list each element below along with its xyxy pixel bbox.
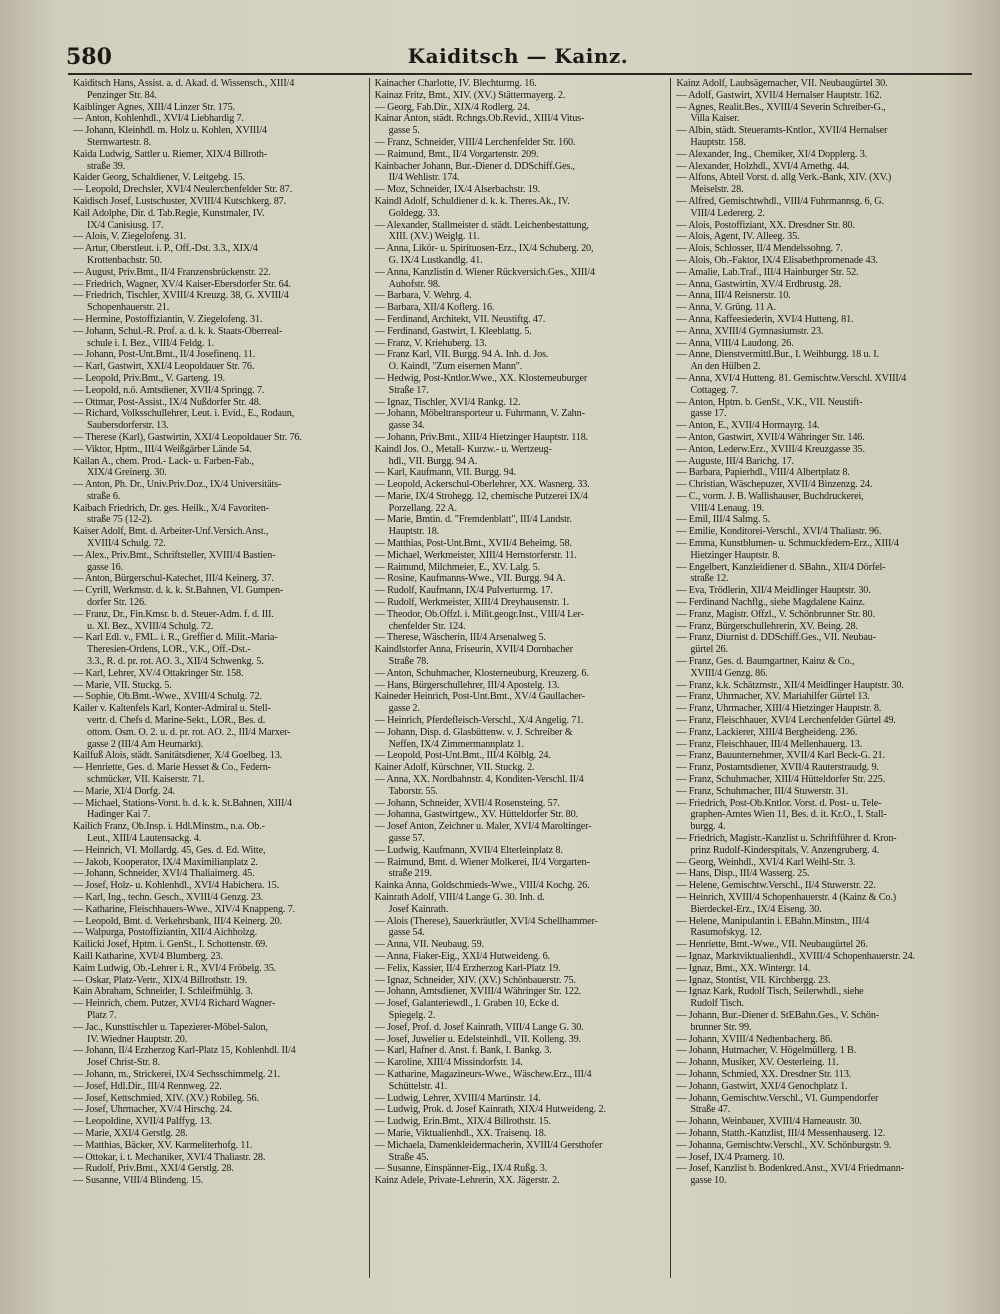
directory-entry-line: — Anton, Gastwirt, XVII/4 Währinger Str. 146.	[676, 431, 865, 443]
column-3	[671, 78, 972, 1278]
directory-entry-line: — Susanne, Einspänner-Eig., IX/4 Rußg. 3.	[374, 1163, 548, 1175]
directory-entry-line: — Karl, Hafner d. Anst. f. Bank, I. Bankg. 3.	[374, 1045, 552, 1057]
directory-entry-line: Kaineder Heinrich, Post-Unt.Bmt., XV/4 Gaullacher-	[374, 691, 585, 703]
directory-entry-line: Kaindl Adolf, Schuldiener d. k. k. Theres.Ak., IV.	[374, 195, 570, 207]
directory-entry-line: — Franz, Ges. d. Baumgartner, Kainz & Co.,	[676, 656, 855, 668]
directory-entry-line: II/4 Wehlistr. 174.	[388, 172, 460, 184]
directory-entry-line: — Anna, V. Grüng. 11 A.	[676, 302, 776, 314]
directory-entry-line: XIX/4 Greinerg. 30.	[87, 467, 167, 479]
directory-entry-line: — Leopold, Bmt. d. Verkehrsbank, III/4 Keinerg. 20.	[73, 915, 282, 927]
directory-entry-line: — Josef, IX/4 Pramerg. 10.	[676, 1151, 785, 1163]
directory-entry-line: Kaibach Friedrich, Dr. ges. Heilk., X/4 Favoriten-	[73, 502, 269, 514]
directory-entry-line: — Johann, Musiker, XV. Oesterleing. 11.	[676, 1057, 839, 1069]
directory-entry-line: — Katharine, Fleischhauers-Wwe., XIV/4 Knappeng. 7.	[73, 903, 296, 915]
directory-entry-line: — Johann, Schmied, XX. Dresdner Str. 113.	[676, 1068, 852, 1080]
directory-entry-line: — Leopold, Drechsler, XVI/4 Neulerchenfelder Str. 87.	[73, 184, 293, 196]
directory-entry-line: — Franz, Bürgerschullehrerin, XV. Being. 28.	[676, 620, 858, 632]
directory-entry-line: — Alexander, Holzhdl., XVI/4 Arnethg. 44.	[676, 160, 850, 172]
directory-entry-line: — Helene, Gemischtw.Verschl., II/4 Stuwerstr. 22.	[676, 880, 876, 892]
directory-entry-line: — Franz, Fleischhauer, XVI/4 Lerchenfelder Gürtel 49.	[676, 715, 896, 727]
directory-entry-line: — Ignaz, Marktviktualienhdl., XVIII/4 Schopenhauerstr. 24.	[676, 950, 915, 962]
directory-entry-line: — Moz, Schneider, IX/4 Alserbachstr. 19.	[374, 184, 541, 196]
directory-entry-line: — Marie, Viktualienhdl., XX. Traisenq. 18.	[374, 1127, 547, 1139]
directory-entry-line: — Georg, Weinhdl., XVI/4 Karl Weihl-Str. 3.	[676, 856, 856, 868]
directory-entry-line: 3.3., R. d. pr. rot. AO. 3., XII/4 Schwenkg. 5.	[87, 656, 264, 668]
directory-entry-line: — Henriette, Bmt.-Wwe., VII. Neubaugürtel 26.	[676, 939, 868, 951]
directory-entry-line: Theresien-Ordens, LOR., V.K., Off.-Dst.-	[87, 644, 251, 656]
directory-entry-line: gürtel 26.	[690, 644, 728, 656]
directory-entry-line: straße 39.	[87, 160, 126, 172]
directory-entry-line: Kaidisch Josef, Lustschuster, XVIII/4 Kutschkerg. 87.	[73, 195, 286, 207]
directory-entry-line: — Eva, Trödlerin, XII/4 Meidlinger Hauptstr. 30.	[676, 585, 871, 597]
directory-entry-line: Kaill Katharine, XVI/4 Blumberg. 23.	[73, 950, 223, 962]
directory-entry-line: — Anton, Lederw.Erz., XVIII/4 Kreuzgasse 35.	[676, 443, 865, 455]
directory-entry-line: — Anna, Likör- u. Spirituosen-Erz., IX/4 Schuberg. 20,	[374, 243, 594, 255]
directory-entry-line: — Johann, II/4 Erzherzog Karl-Platz 15, Kohlenhdl. II/4	[73, 1045, 296, 1057]
directory-entry-line: — Franz, Lackierer, XIII/4 Bergheideng. 236.	[676, 726, 858, 738]
directory-entry-line: — Anna, Gastwirtin, XV/4 Erdbrustg. 28.	[676, 278, 842, 290]
directory-entry-line: — Ferdinand Nachflg., siehe Magdalene Kainz.	[676, 597, 865, 609]
directory-entry-line: — Franz, Schuhmacher, III/4 Stuwerstr. 31.	[676, 785, 849, 797]
directory-entry-line: gasse 2.	[388, 703, 420, 715]
directory-entry-line: VIII/4 Lenaug. 19.	[690, 502, 765, 514]
directory-entry-line: Porzellang. 22 A.	[388, 502, 457, 514]
directory-entry-line: — Raimund, Bmt. d. Wiener Molkerei, II/4 Vorgarten-	[374, 856, 590, 868]
directory-entry-line: Sternwartestr. 8.	[87, 136, 151, 148]
directory-entry-line: — Alexander, Ing., Chemiker, XI/4 Dopplerg. 3.	[676, 148, 868, 160]
directory-entry-line: — Amalie, Lab.Traf., III/4 Hainburger Str. 52.	[676, 266, 859, 278]
header-rule	[68, 73, 972, 75]
page-header	[66, 44, 970, 74]
directory-entry-line: — Johann, XVIII/4 Nedtenbacherg. 86.	[676, 1033, 833, 1045]
directory-entry-line: — Johann, Gastwirt, XXI/4 Genochplatz 1.	[676, 1080, 848, 1092]
directory-entry-line: — Anna, III/4 Reisnerstr. 10.	[676, 290, 791, 302]
directory-entry-line: — Johann, Post-Unt.Bmt., II/4 Josefinenq. 11.	[73, 349, 256, 361]
directory-entry-line: — Ignaz, Schneider, XIV. (XV.) Schönbauerstr. 75.	[374, 974, 576, 986]
directory-entry-line: — Alex., Priv.Bmt., Schriftsteller, XVIII/4 Bastien-	[73, 549, 276, 561]
directory-entry-line: gasse 54.	[388, 927, 425, 939]
directory-entry-line: Kainz Adele, Private-Lehrerin, XX. Jägerstr. 2.	[374, 1175, 560, 1187]
directory-entry-line: Josef Kainrath.	[388, 903, 449, 915]
columns	[68, 78, 972, 1278]
directory-entry-line: — Adolf, Gastwirt, XVII/4 Hernalser Hauptstr. 162.	[676, 89, 882, 101]
directory-entry-line: — Artur, Oberstleut. i. P., Off.-Dst. 3.3., XIX/4	[73, 243, 258, 255]
directory-entry-line: graphen-Amtes Wien 11, Bes. d. it. Kr.O., I. Stall-	[690, 809, 887, 821]
directory-entry-line: — Karl, Ing., techn. Gesch., XVIII/4 Genzg. 23.	[73, 891, 264, 903]
directory-entry-line: Straße 47.	[690, 1104, 731, 1116]
directory-entry-line: — Heinrich, VI. Mollardg. 45, Ges. d. Ed. Witte,	[73, 844, 266, 856]
directory-entry-line: — Albin, städt. Steueramts-Kntlor., XVII/4 Hernalser	[676, 125, 888, 137]
directory-entry-line: — Johann, Priv.Bmt., XIII/4 Hietzinger Hauptstr. 118.	[374, 431, 589, 443]
directory-entry-line: — Josef Anton, Zeichner u. Maler, XVI/4 Maroltinger-	[374, 821, 592, 833]
column-2	[370, 78, 672, 1278]
directory-entry-line: chenfelder Str. 124.	[388, 620, 466, 632]
directory-entry-line: — Josef, Hdl.Dir., III/4 Rennweg. 22.	[73, 1080, 222, 1092]
directory-entry-line: straße 12.	[690, 573, 729, 585]
directory-entry-line: — Friedrich, Post-Ob.Kntlor. Vorst. d. Post- u. Tele-	[676, 797, 882, 809]
directory-entry-line: Kaim Ludwig, Ob.-Lehrer i. R., XVI/4 Fröbelg. 35.	[73, 962, 277, 974]
directory-entry-line: — Jac., Kunsttischler u. Tapezierer-Möbel-Salon,	[73, 1021, 268, 1033]
directory-entry-line: — Anton, E., XVII/4 Hormayrg. 14.	[676, 420, 820, 432]
directory-entry-line: — Therese (Karl), Gastwirtin, XXI/4 Leopoldauer Str. 76.	[73, 431, 302, 443]
directory-entry-line: — Viktor, Hptm., III/4 Weißgärber Lände 54.	[73, 443, 252, 455]
directory-entry-line: — Emma, Kunstblumen- u. Schmuckfedern-Erz., XIII/4	[676, 538, 899, 550]
directory-entry-line: — Barbara, V. Wehrg. 4.	[374, 290, 472, 302]
directory-entry-line: — Johanna, Gemischtw.Verschl., XV. Schönburgstr. 9.	[676, 1139, 892, 1151]
directory-entry-line: — Ludwig, Erin.Bmt., XIX/4 Billrothstr. 15.	[374, 1116, 551, 1128]
directory-entry-line: — Karl, Gastwirt, XXI/4 Leopoldauer Str. 76.	[73, 361, 255, 373]
directory-entry-line: schmücker, VII. Kaiserstr. 71.	[87, 774, 205, 786]
directory-entry-line: — Hedwig, Post-Kntlor.Wwe., XX. Klosterneuburger	[374, 372, 588, 384]
directory-entry-line: Hauptstr. 158.	[690, 136, 746, 148]
directory-entry-line: — Heinrich, Pferdefleisch-Verschl., X/4 Angelig. 71.	[374, 715, 584, 727]
directory-entry-line: gasse 5.	[388, 125, 420, 137]
directory-entry-line: — Michael, Stations-Vorst. b. d. k. k. St.Bahnen, XIII/4	[73, 797, 292, 809]
directory-entry-line: — Rudolf, Priv.Bmt., XXI/4 Gerstlg. 28.	[73, 1163, 234, 1175]
directory-entry-line: Straße 45.	[388, 1151, 429, 1163]
directory-entry-line: — Henriette, Ges. d. Marie Hesset & Co., Federn-	[73, 762, 271, 774]
directory-entry-line: — Marie, XI/4 Dorfg. 24.	[73, 785, 175, 797]
directory-entry-line: — Oskar, Platz-Vertr., XIX/4 Billrothstr. 19.	[73, 974, 247, 986]
directory-entry-line: Neffen, IX/4 Zimmermannplatz 1.	[388, 738, 524, 750]
directory-entry-line: — Ottokar, i. t. Mechaniker, XVI/4 Thaliastr. 28.	[73, 1151, 266, 1163]
directory-entry-line: — August, Priv.Bmt., II/4 Franzensbrückenstr. 22.	[73, 266, 271, 278]
directory-entry-line: G. IX/4 Lustkandlg. 41.	[388, 254, 483, 266]
directory-entry-line: — Johann, Disp. d. Glasbüttenw. v. J. Schreiber &	[374, 726, 573, 738]
directory-entry-line: — Leopold, Ackerschul-Oberlehrer, XX. Wasnerg. 33.	[374, 479, 590, 491]
directory-entry-line: — Franz, Fleischhauer, III/4 Mellenhauerg. 13.	[676, 738, 863, 750]
directory-entry-line: prinz Rudolf-Kinderspitals, V. Anzengruberg. 4.	[690, 844, 880, 856]
directory-entry-line: — Ignaz, Bmt., XX. Wintergr. 14.	[676, 962, 811, 974]
directory-entry-line: — Franz, k.k. Schätzmstr., XII/4 Meidlinger Hauptstr. 30.	[676, 679, 904, 691]
directory-entry-line: Kaiditsch Hans, Assist. a. d. Akad. d. Wissensch., XIII/4	[73, 78, 295, 89]
directory-entry-line: — Therese, Wäscherin, III/4 Arsenalweg 5.	[374, 632, 546, 644]
directory-entry-line: — Karl Edl. v., FML. i. R., Greffier d. Milit.-Maria-	[73, 632, 278, 644]
directory-entry-line: O. Kaindl, "Zum eisernen Mann".	[388, 361, 523, 373]
directory-entry-line: Schüttelstr. 41.	[388, 1080, 448, 1092]
directory-entry-line: Leut., XIII/4 Lautensackg. 4.	[87, 833, 202, 844]
directory-entry-line: gasse 10.	[690, 1175, 727, 1187]
directory-entry-line: — Franz, Diurnist d. DDSchiff.Ges., VII. Neubau-	[676, 632, 876, 644]
directory-entry-line: — Hans, Disp., III/4 Wasserg. 25.	[676, 868, 810, 880]
directory-entry-line: — Ludwig, Kaufmann, XVII/4 Elterleinplatz 8.	[374, 844, 563, 856]
directory-entry-line: Kailfuß Alois, städt. Sanitätsdiener, X/4 Goelbeg. 13.	[73, 750, 283, 762]
directory-entry-line: Kailan A., chem. Prod.- Lack- u. Farben-Fab.,	[73, 455, 254, 467]
directory-entry-line: — Franz, Schneider, VIII/4 Lerchenfelder Str. 160.	[374, 136, 576, 148]
directory-entry-line: — Anna, Kanzlistin d. Wiener Rückversich.Ges., XIII/4	[374, 266, 596, 278]
directory-entry-line: — Josef, Prof. d. Josef Kainrath, VIII/4 Lange G. 30.	[374, 1021, 584, 1033]
directory-entry-line: Rudolf Tisch.	[690, 998, 744, 1010]
directory-entry-line: — Franz Karl, VII. Burgg. 94 A. Inh. d. Jos.	[374, 349, 549, 361]
directory-entry-line: — Alexander, Stallmeister d. städt. Leichenbestattung,	[374, 219, 589, 231]
directory-entry-line: — Anna, XVI/4 Hutteng. 81. Gemischtw.Verschl. XVIII/4	[676, 372, 907, 384]
directory-entry-line: — Anne, Dienstvermittl.Bur., I. Weihburgg. 18 u. I.	[676, 349, 879, 361]
directory-entry-line: Kainar Anton, städt. Rchngs.Ob.Revid., XIII/4 Vitus-	[374, 113, 585, 125]
directory-entry-line: — Auguste, III/4 Barichg. 17.	[676, 455, 794, 467]
directory-entry-line: Rasumofskyg. 12.	[690, 927, 762, 939]
directory-entry-line: XVIII/4 Schulg. 72.	[87, 538, 166, 550]
directory-entry-line: Kaindl Jos. O., Metall- Kurzw.- u. Wertzeug-	[374, 443, 552, 455]
directory-entry-line: — Leopold, Priv.Bmt., V. Garteng. 19.	[73, 372, 225, 384]
directory-entry-line: — Matthias, Post-Unt.Bmt., XVII/4 Beheimg. 58.	[374, 538, 572, 550]
directory-entry-line: — Ludwig, Prok. d. Josef Kainrath, XIX/4 Hutweideng. 2.	[374, 1104, 606, 1116]
directory-entry-line: — Alois, Postoffiziant, XX. Dresdner Str. 80.	[676, 219, 855, 231]
directory-entry-line: burgg. 4.	[690, 821, 726, 833]
directory-entry-line: Bierdeckel-Erz., IX/4 Eiseng. 30.	[690, 903, 822, 915]
directory-entry-line: Kailicki Josef, Hptm. i. GenSt., I. Schottenstr. 69.	[73, 939, 268, 951]
directory-entry-line: Villa Kaiser.	[690, 113, 740, 125]
directory-entry-line: — Barbara, XII/4 Koflerg. 16.	[374, 302, 495, 314]
directory-entry-line: — Helene, Manipulantin i. EBahn.Minstm., III/4	[676, 915, 870, 927]
directory-entry-line: — Anna, XX. Nordbahnstr. 4, Konditen-Verschl. II/4	[374, 774, 584, 786]
directory-entry-line: — Michaela, Damenkleidermacherin, XVIII/4 Gersthofer	[374, 1139, 603, 1151]
directory-entry-line: — Johann, Amtsdiener, XVIII/4 Währinger Str. 122.	[374, 986, 582, 998]
directory-entry-line: — Franz, Dr., Fin.Kmsr. b. d. Steuer-Adm. f. d. III.	[73, 608, 274, 620]
directory-entry-line: — Marie, IX/4 Strohegg. 12, chemische Putzerei IX/4	[374, 490, 588, 502]
directory-entry-line: brunner Str. 99.	[690, 1021, 752, 1033]
directory-entry-line: Kainrath Adolf, VIII/4 Lange G. 30. Inh. d.	[374, 891, 545, 903]
directory-entry-line: gasse 17.	[690, 408, 727, 420]
directory-entry-line: Kainka Anna, Goldschmieds-Wwe., VIII/4 Kochg. 26.	[374, 880, 590, 892]
directory-entry-line: — Anna, VII. Neubaug. 59.	[374, 939, 484, 951]
directory-entry-line: — Ludwig, Lehrer, XVIII/4 Martinstr. 14.	[374, 1092, 541, 1104]
directory-entry-line: — Ferdinand, Gastwirt, I. Kleeblattg. 5.	[374, 325, 532, 337]
directory-entry-line: XVIII/4 Genzg. 86.	[690, 667, 768, 679]
directory-entry-line: Kainbacher Johann, Bur.-Diener d. DDSchiff.Ges.,	[374, 160, 575, 172]
directory-entry-line: Meiselstr. 28.	[690, 184, 744, 196]
directory-entry-line: — Emilie, Konditorei-Verschl., XVI/4 Thaliastr. 96.	[676, 526, 882, 538]
directory-entry-line: — Richard, Volksschullehrer, Leut. i. Evid., E., Rodaun,	[73, 408, 295, 420]
directory-entry-line: Spiegelg. 2.	[388, 1009, 436, 1021]
directory-entry-line: — Johann, Hutmacher, V. Högelmüllerg. 1 B.	[676, 1045, 857, 1057]
directory-entry-line: — Johann, Schneider, XVI/4 Thaliaimerg. 45.	[73, 868, 255, 880]
directory-entry-line: Kailich Franz, Ob.Insp. i. Hdl.Minstm., n.a. Ob.-	[73, 821, 265, 833]
directory-entry-line: — Ignaz, Stontist, VII. Kirchbergg. 23.	[676, 974, 831, 986]
directory-entry-line: — Josef, Uhrmacher, XV/4 Hirschg. 24.	[73, 1104, 232, 1116]
directory-entry-line: Straße 17.	[388, 384, 429, 396]
directory-entry-line: Hadinger Kai 7.	[87, 809, 151, 821]
directory-entry-line: Kaiser Adolf, Bmt. d. Arbeiter-Unf.Versich.Anst.,	[73, 526, 269, 538]
directory-entry-line: — Alfons, Abteil Vorst. d. allg Verk.-Bank, XIV. (XV.)	[676, 172, 892, 184]
directory-entry-line: — Anna, VIII/4 Laudong. 26.	[676, 337, 794, 349]
directory-entry-line: — Heinrich, XVIII/4 Schopenhauerstr. 4 (Kainz & Co.)	[676, 891, 897, 903]
directory-entry-line: — Johann, Schul.-R. Prof. a. d. k. k. Staats-Oberreal-	[73, 325, 283, 337]
directory-entry-line: — Cyrill, Werkmstr. d. k. k. St.Bahnen, VI. Gumpen-	[73, 585, 284, 597]
directory-entry-line: — Anton, Kohlenhdl., XVI/4 Liebhardig 7.	[73, 113, 244, 125]
directory-entry-line: gasse 16.	[87, 561, 123, 573]
directory-entry-line: — Josef, Juwelier u. Edelsteinhdl., VII. Kolleng. 39.	[374, 1033, 582, 1045]
directory-entry-line: — Johann, Gemischtw.Verschl., VI. Gumpendorfer	[676, 1092, 879, 1104]
directory-entry-line: — Alois, Schlosser, II/4 Mendelssohng. 7.	[676, 243, 843, 255]
directory-entry-line: — Engelbert, Kanzleidiener d. SBahn., XII/4 Dörfel-	[676, 561, 886, 573]
directory-entry-line: IX/4 Canisiusg. 17.	[87, 219, 164, 231]
directory-entry-line: — Agnes, Realit.Bes., XVIII/4 Severin Schreiber-G.,	[676, 101, 886, 113]
directory-entry-line: straße 75 (12-2).	[87, 514, 153, 526]
directory-entry-line: — Walpurga, Postoffiziantin, XII/4 Aichholzg.	[73, 927, 257, 939]
directory-entry-line: — Michael, Werkmeister, XIII/4 Hernstorferstr. 11.	[374, 549, 577, 561]
directory-entry-line: Kainacher Charlotte, IV. Blechturmg. 16.	[374, 78, 537, 89]
directory-entry-line: Penzinger Str. 84.	[87, 89, 157, 101]
directory-entry-line: Kail Adolphe, Dir. d. Tab.Regie, Kunstmaler, IV.	[73, 207, 265, 219]
directory-entry-line: — Jakob, Kooperator, IX/4 Maximilianplatz 2.	[73, 856, 258, 868]
directory-entry-line: — Anton, Ph. Dr., Univ.Priv.Doz., IX/4 Universitäts-	[73, 479, 282, 491]
directory-entry-line: straße 219.	[388, 868, 432, 880]
directory-entry-line: VIII/4 Ledererg. 2.	[690, 207, 765, 219]
directory-entry-line: — Marie, VII. Stuckg. 5.	[73, 679, 172, 691]
directory-entry-line: — Friedrich, Magistr.-Kanzlist u. Schriftführer d. Kron-	[676, 833, 897, 844]
directory-entry-line: ottom. Osm. O. 2. u. d. pr. rot. AO. 2., III/4 Marxer-	[87, 726, 291, 738]
directory-entry-line: Josef Christ-Str. 8.	[87, 1057, 160, 1069]
directory-entry-line: — Leopold, n.ö. Amtsdiener, XVII/4 Springg. 7.	[73, 384, 265, 396]
directory-entry-line: — C., vorm. J. B. Wallishauser, Buchdruckerei,	[676, 490, 864, 502]
directory-entry-line: — Susanne, VIII/4 Blindeng. 15.	[73, 1175, 204, 1187]
directory-entry-line: — Alfred, Gemischtwhdl., VIII/4 Fuhrmannsg. 6, G.	[676, 195, 884, 207]
directory-entry-line: Kainaz Fritz, Bmt., XIV. (XV.) Stättermayerg. 2.	[374, 89, 566, 101]
directory-entry-line: — Friedrich, Wagner, XV/4 Kaiser-Ebersdorfer Str. 64.	[73, 278, 291, 290]
directory-entry-line: — Felix, Kassier, II/4 Erzherzog Karl-Platz 19.	[374, 962, 561, 974]
directory-entry-line: — Rudolf, Werkmeister, XIII/4 Dreyhausenstr. 1.	[374, 597, 570, 609]
directory-entry-line: Kaider Georg, Schaldiener, V. Leitgebg. 15.	[73, 172, 245, 184]
directory-entry-line: — Emil, III/4 Salmg. 5.	[676, 514, 770, 526]
directory-entry-line: — Johann, Weinbauer, XVIII/4 Hameaustr. 30.	[676, 1116, 862, 1128]
directory-entry-line: — Sophie, Ob.Bmt.-Wwe., XVIII/4 Schulg. 72.	[73, 691, 262, 703]
page-number: 580	[66, 44, 112, 70]
directory-entry-line: — Katharine, Magazineurs-Wwe., Wäschew.Erz., III/4	[374, 1068, 592, 1080]
directory-entry-line: gasse 34.	[388, 420, 425, 432]
directory-entry-line: — Theodor, Ob.Offzl. i. Milit.geogr.Inst., VIII/4 Ler-	[374, 608, 584, 620]
directory-entry-line: — Leopold, Post-Unt.Bmt., III/4 Kölblg. 24.	[374, 750, 551, 762]
directory-entry-line: — Ignaz, Tischler, XVI/4 Rankg. 12.	[374, 396, 521, 408]
directory-entry-line: Kainer Adolf, Kürschner, VII. Stuckg. 2.	[374, 762, 535, 774]
directory-entry-line: Cottageg. 7.	[690, 384, 739, 396]
directory-entry-line: — Alois, V. Ziegelofeng. 31.	[73, 231, 187, 243]
directory-entry-line: — Alois, Ob.-Faktor, IX/4 Elisabethpromenade 43.	[676, 254, 878, 266]
directory-entry-line: — Franz, V. Kriehuberg. 13.	[374, 337, 487, 349]
directory-entry-line: Auhofstr. 98.	[388, 278, 441, 290]
directory-entry-line: — Johann, Schneider, XVII/4 Rosensteing. 57.	[374, 797, 560, 809]
directory-entry-line: — Marie, Bmtin. d. "Fremdenblatt", III/4 Landstr.	[374, 514, 572, 526]
directory-entry-line: — Heinrich, chem. Putzer, XVI/4 Richard Wagner-	[73, 998, 276, 1010]
directory-entry-line: u. XI. Bez., XVIII/4 Schulg. 72.	[87, 620, 214, 632]
directory-entry-line: Kaindlstorfer Anna, Friseurin, XVII/4 Dornbacher	[374, 644, 573, 656]
directory-entry-line: — Marie, XXI/4 Gerstlg. 28.	[73, 1127, 188, 1139]
directory-entry-line: — Anna, Fiaker-Eig., XXI/4 Hutweideng. 6.	[374, 950, 550, 962]
directory-entry-line: Goldegg. 33.	[388, 207, 440, 219]
directory-entry-line: — Johann, Bur.-Diener d. StEBahn.Ges., V. Schön-	[676, 1009, 880, 1021]
running-head: Kaiditsch — Kainz.	[407, 44, 629, 68]
directory-entry-line: vertr. d. Chefs d. Marine-Sekt., LOR., Bes. d.	[87, 715, 266, 727]
directory-entry-line: Kaida Ludwig, Sattler u. Riemer, XIX/4 Billroth-	[73, 148, 268, 160]
directory-entry-line: Schopenhauerstr. 21.	[87, 302, 170, 314]
directory-entry-line: — Ottmar, Post-Assist., IX/4 Nußdorfer Str. 48.	[73, 396, 262, 408]
directory-entry-line: — Georg, Fab.Dir., XIX/4 Rodlerg. 24.	[374, 101, 530, 113]
directory-entry-line: — Friedrich, Tischler, XVIII/4 Kreuzg. 38, G. XVIII/4	[73, 290, 289, 302]
directory-entry-line: Hauptstr. 18.	[388, 526, 440, 538]
directory-entry-line: — Anton, Bürgerschul-Katechet, III/4 Keinerg. 37.	[73, 573, 274, 585]
directory-entry-line: Krottenbachstr. 50.	[87, 254, 162, 266]
directory-entry-line: gasse 2 (III/4 Am Heumarkt).	[87, 738, 204, 750]
directory-entry-line: — Hermine, Postoffiziantin, V. Ziegelofeng. 31.	[73, 313, 263, 325]
directory-entry-line: — Franz, Uhrmacher, XV. Mariahilfer Gürtel 13.	[676, 691, 870, 703]
directory-entry-line: — Franz, Magistr. Offzl., V. Schönbrunner Str. 80.	[676, 608, 875, 620]
directory-entry-line: — Raimund, Bmt., II/4 Vorgartenstr. 209.	[374, 148, 539, 160]
directory-entry-line: — Karoline, XIII/4 Missindorfstr. 14.	[374, 1057, 523, 1069]
directory-entry-line: — Rosine, Kaufmanns-Wwe., VII. Burgg. 94 A.	[374, 573, 566, 585]
directory-entry-line: — Josef, Kettschmied, XIV. (XV.) Robileg. 56.	[73, 1092, 259, 1104]
directory-entry-line: dorfer Str. 126.	[87, 597, 147, 609]
directory-entry-line: — Hans, Bürgerschullehrer, III/4 Apostelg. 13.	[374, 679, 560, 691]
directory-entry-line: schule i. I. Bez., VIII/4 Feldg. 1.	[87, 337, 214, 349]
directory-entry-line: Kainz Adolf, Laubsägemacher, VII. Neubaugürtel 30.	[676, 78, 888, 89]
directory-entry-line: — Christian, Wäschepuzer, XVII/4 Binzenzg. 24.	[676, 479, 873, 491]
column-1	[68, 78, 370, 1278]
directory-entry-line: — Josef, Kanzlist b. Bodenkred.Anst., XVI/4 Friedmann-	[676, 1163, 904, 1175]
directory-entry-line: hdl., VII. Burgg. 94 A.	[388, 455, 478, 467]
directory-entry-line: XIII. (XV.) Weiglg. 11.	[388, 231, 480, 243]
directory-entry-line: — Alois (Therese), Sauerkräutler, XVI/4 Schellhammer-	[374, 915, 598, 927]
directory-entry-line: — Leopoldine, XVII/4 Palffyg. 13.	[73, 1116, 212, 1128]
directory-entry-line: Kaiblinger Agnes, XIII/4 Linzer Str. 175.	[73, 101, 235, 113]
directory-entry-line: — Johann, Möbeltransporteur u. Fuhrmann, V. Zahn-	[374, 408, 585, 420]
directory-entry-line: — Alois, Agent, IV. Alleeg. 35.	[676, 231, 800, 243]
directory-entry-line: — Franz, Schuhmacher, XIII/4 Hütteldorfer Str. 225.	[676, 774, 885, 786]
directory-entry-line: Saubersdorferstr. 13.	[87, 420, 169, 432]
directory-entry-line: — Johann, Kleinhdl. m. Holz u. Kohlen, XVIII/4	[73, 125, 267, 137]
directory-entry-line: Hietzinger Hauptstr. 8.	[690, 549, 780, 561]
directory-entry-line: — Franz, Bauunternehmer, XVII/4 Karl Beck-G. 21.	[676, 750, 885, 762]
directory-entry-line: — Ferdinand, Architekt, VII. Neustiftg. 47.	[374, 313, 546, 325]
directory-entry-line: — Franz, Postamtsdiener, XVII/4 Rauterstraudg. 9.	[676, 762, 879, 774]
directory-entry-line: — Josef, Holz- u. Kohlenhdl., XVI/4 Habichera. 15.	[73, 880, 280, 892]
directory-entry-line: Kain Abraham, Schneider, I. Schleifmühlg. 3.	[73, 986, 253, 998]
directory-entry-line: IV. Wiedner Hauptstr. 20.	[87, 1033, 188, 1045]
directory-entry-line: — Johanna, Gastwirtgew., XV. Hütteldorfer Str. 80.	[374, 809, 578, 821]
directory-entry-line: An den Hülben 2.	[690, 361, 761, 373]
directory-entry-line: — Franz, Uhrmacher, XIII/4 Hietzinger Hauptstr. 8.	[676, 703, 882, 715]
directory-entry-line: — Anna, XVIII/4 Gymnasiumstr. 23.	[676, 325, 824, 337]
directory-entry-line: Straße 78.	[388, 656, 429, 668]
directory-entry-line: — Anton, Schuhmacher, Klosterneuburg, Kreuzerg. 6.	[374, 667, 589, 679]
directory-entry-line: — Johann, m., Strickerei, IX/4 Sechsschimmelg. 21.	[73, 1068, 280, 1080]
directory-entry-line: straße 6.	[87, 490, 121, 502]
directory-entry-line: — Raimund, Milchmeier, E., XV. Lalg. 5.	[374, 561, 540, 573]
directory-entry-line: — Josef, Galanteriewdl., I. Graben 10, Ecke d.	[374, 998, 559, 1010]
directory-entry-line: — Rudolf, Kaufmann, IX/4 Pulverturmg. 17.	[374, 585, 553, 597]
directory-entry-line: — Johann, Statth.-Kanzlist, III/4 Messenhauserg. 12.	[676, 1127, 886, 1139]
directory-entry-line: — Karl, Kaufmann, VII. Burgg. 94.	[374, 467, 516, 479]
directory-entry-line: — Barbara, Papierhdl., VIII/4 Albertplatz 8.	[676, 467, 850, 479]
directory-entry-line: — Karl, Lehrer, XV/4 Ottakringer Str. 158.	[73, 667, 244, 679]
directory-entry-line: Platz 7.	[87, 1009, 117, 1021]
directory-entry-line: — Ignaz Kark, Rudolf Tisch, Seilerwhdl., siehe	[676, 986, 864, 998]
directory-entry-line: Kailer v. Kaltenfels Karl, Konter-Admiral u. Stell-	[73, 703, 271, 715]
directory-entry-line: gasse 57.	[388, 833, 425, 844]
directory-entry-line: Taborstr. 55.	[388, 785, 438, 797]
directory-entry-line: — Anton, Hptm. b. GenSt., V.K., VII. Neustift-	[676, 396, 863, 408]
directory-entry-line: — Matthias, Bäcker, XV. Karmeliterhofg. 11.	[73, 1139, 253, 1151]
directory-entry-line: — Anna, Kaffeesiederin, XVI/4 Hutteng. 81.	[676, 313, 854, 325]
